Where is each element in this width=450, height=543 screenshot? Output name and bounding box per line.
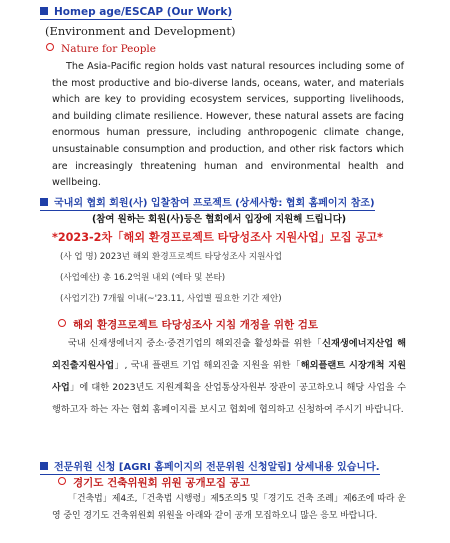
item-title-nature <box>46 43 156 55</box>
section-heading-projects[interactable] <box>40 194 375 211</box>
gyeonggi-paragraph: 「건축법」제4조,「건축법 시행령」제5조의5 및「경기도 건축 조례」제6조에 따라 운영 중인 경기도 건축위원회 위원을 아래와 같이 공개 모집하오니 많은 응모 바랍니다. <box>52 494 406 521</box>
para-text: 국내 신재생에너지 중소·중견기업의 해외진출 활성화를 위한「 <box>68 338 323 349</box>
item-title-text: Nature for People <box>61 43 156 55</box>
circle-bullet-icon <box>46 43 54 51</box>
support-paragraph <box>52 333 406 421</box>
square-bullet-icon <box>40 7 48 15</box>
item-title-text: 해외 환경프로젝트 타당성조사 지침 개정을 위한 검토 <box>73 319 319 331</box>
detail-line: (사업기간) 7개월 이내(~'23.11, 사업별 필요한 기간 제안) <box>60 294 282 304</box>
item-title-text: 경기도 건축위원회 위원 공개모집 공고 <box>73 477 250 489</box>
circle-bullet-icon <box>58 477 66 485</box>
section-heading-text: 국내외 협회 회원(사) 입찰참여 프로젝트 (상세사항: 협회 홈페이지 참조) <box>54 198 375 209</box>
section-heading-text: Homep age/ESCAP (Our Work) <box>54 6 233 18</box>
section-heading-text: 전문위원 신청 [AGRI 홈페이지의 전문위원 신청알림] 상세내용 있습니다. <box>54 462 380 473</box>
para-bold-text: 해외플랜트 시장개척 지원사업 <box>52 360 406 393</box>
escap-paragraph: The Asia-Pacific region holds vast natural resources including some of the most productive and bio-diverse lands, oceans, water, and materials which are key to providing ecosystem services, supporting livelihoods, and building climate resilience. However, these natural assets are facing enormous human pressure, including anthropogenic climate change, unsustainable consumption and production, and other risk factors which are increasingly threatening human and environmental health and wellbeing. <box>52 61 404 189</box>
announcement-title: *2023-2차「해외 환경프로젝트 타당성조사 지원사업」모집 공고* <box>52 231 383 244</box>
item-title-guideline <box>58 317 318 332</box>
section-subtitle: (Environment and Development) <box>45 24 236 38</box>
para-bold-text: 신재생에너지산업 해외진출지원사업 <box>52 338 406 371</box>
item-title-gyeonggi <box>58 475 250 490</box>
square-bullet-icon <box>40 198 48 206</box>
section-subheading: (참여 원하는 회원(사)등은 협회에서 입장에 지원해 드립니다) <box>92 214 347 225</box>
detail-line: (사 업 명) 2023년 해외 환경프로젝트 타당성조사 지원사업 <box>60 252 283 262</box>
section-heading-experts[interactable] <box>40 458 380 475</box>
detail-line: (사업예산) 총 16.2억원 내외 (예타 및 본타) <box>60 273 226 283</box>
circle-bullet-icon <box>58 319 66 327</box>
section-heading-escap[interactable] <box>40 6 232 20</box>
square-bullet-icon <box>40 462 48 470</box>
para-text: 」에 대한 2023년도 지원계획을 산업통상자원부 장관이 공고하오니 해당 사업을 수행하고자 하는 자는 협회 홈페이지를 보시고 협회에 협의하고 신청하여 주시기 바랍니다. <box>52 382 406 415</box>
para-text: 」, 국내 플랜트 기업 해외진출 지원을 위한「 <box>114 360 301 371</box>
